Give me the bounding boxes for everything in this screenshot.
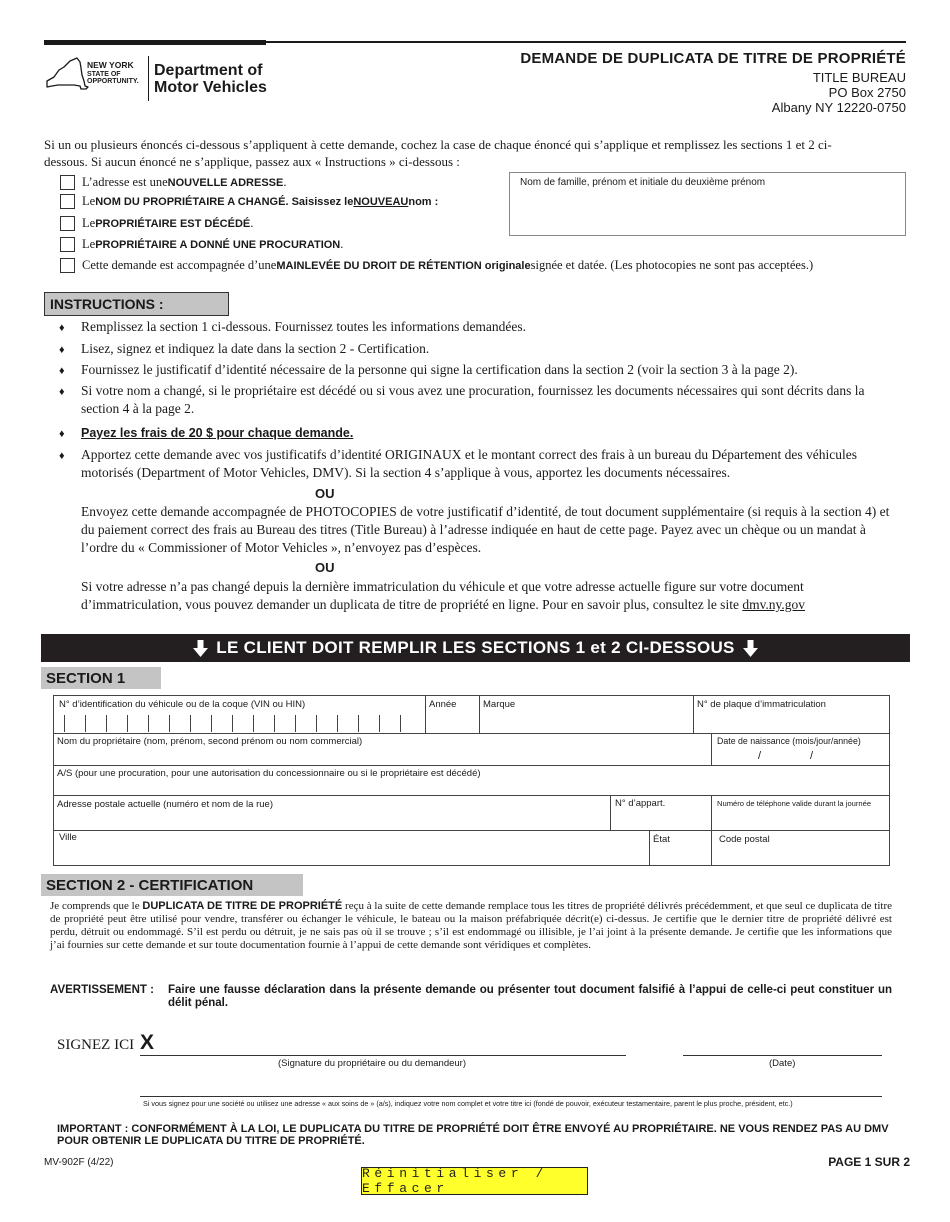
logo-state-line-3: OPPORTUNITY. bbox=[87, 78, 139, 85]
date-input[interactable] bbox=[683, 1055, 882, 1056]
logo-divider bbox=[148, 56, 149, 101]
signature-caption: (Signature du propriétaire ou du demandeur) bbox=[278, 1058, 467, 1069]
vin-char-divider bbox=[316, 715, 317, 732]
checkbox-label-bold: PROPRIÉTAIRE A DONNÉ UNE PROCURATION bbox=[95, 238, 341, 251]
checkbox-label-bold: MAINLEVÉE DU DROIT DE RÉTENTION originale bbox=[276, 259, 531, 272]
or-label: OU bbox=[315, 560, 335, 575]
cert-pre: Je comprends que le bbox=[50, 900, 143, 912]
vin-char-divider bbox=[232, 715, 233, 732]
plate-number-label: N° de plaque d’immatriculation bbox=[697, 699, 826, 710]
online-option-text: Si votre adresse n’a pas changé depuis la dernière immatriculation du véhicule et que votre adresse actuelle figure sur votre document d’immatriculation, vous pouvez demander un duplicata de titre de propriété en ligne. Pour en savoir plus, consultez le site bbox=[81, 579, 804, 612]
vin-char-divider bbox=[274, 715, 275, 732]
checkbox-label-pre: L’adresse est une bbox=[82, 175, 168, 189]
zip-code-label: Code postal bbox=[719, 834, 770, 845]
instruction-item: Remplissez la section 1 ci-dessous. Fournissez toutes les informations demandées. bbox=[81, 319, 527, 334]
checkbox-label-pre: Le bbox=[82, 216, 96, 230]
vin-char-divider bbox=[169, 715, 170, 732]
date-slash: / bbox=[810, 750, 814, 762]
vin-label: N° d’identification du véhicule ou de la coque (VIN ou HIN) bbox=[59, 699, 306, 710]
agent-title-input[interactable] bbox=[140, 1096, 882, 1097]
checkbox-label-underline: NOUVEAU bbox=[353, 195, 409, 208]
vin-char-divider bbox=[337, 715, 338, 732]
checkbox-label-bold: NOUVELLE ADRESSE bbox=[167, 176, 284, 189]
year-label: Année bbox=[429, 699, 457, 710]
phone-label: Numéro de téléphone valide durant la journée bbox=[717, 799, 872, 808]
reset-clear-button[interactable]: Réinitialiser / Effacer bbox=[361, 1167, 588, 1195]
vin-char-divider bbox=[379, 715, 380, 732]
checkbox-name-changed[interactable] bbox=[60, 194, 75, 209]
vin-char-divider bbox=[64, 715, 65, 732]
date-slash: / bbox=[758, 750, 762, 762]
vin-char-divider bbox=[211, 715, 212, 732]
bullet-icon: ♦ bbox=[59, 386, 65, 398]
checkbox-owner-deceased-row bbox=[60, 215, 253, 232]
agency-name-line-2: Motor Vehicles bbox=[154, 79, 267, 96]
bullet-icon: ♦ bbox=[59, 365, 65, 377]
checkbox-label-post: nom : bbox=[408, 195, 439, 208]
section-2-heading: SECTION 2 - CERTIFICATION bbox=[41, 874, 303, 896]
fee-instruction: Payez les frais de 20 $ pour chaque demande. bbox=[81, 426, 354, 440]
page-number: PAGE 1 SUR 2 bbox=[828, 1155, 910, 1169]
logo-state-line-1: NEW YORK bbox=[87, 60, 134, 70]
vin-char-divider bbox=[85, 715, 86, 732]
top-rule-accent bbox=[44, 40, 266, 45]
banner-text: LE CLIENT DOIT REMPLIR LES SECTIONS 1 et 2 CI-DESSOUS bbox=[216, 638, 735, 657]
vin-char-divider bbox=[106, 715, 107, 732]
instructions-heading: INSTRUCTIONS : bbox=[44, 292, 229, 316]
vin-char-divider bbox=[148, 715, 149, 732]
agency-name-line-1: Department of bbox=[154, 62, 263, 79]
checkbox-name-changed-row bbox=[60, 193, 438, 210]
city-field[interactable] bbox=[53, 830, 650, 866]
form-title: DEMANDE DE DUPLICATA DE TITRE DE PROPRIÉTÉ bbox=[520, 50, 906, 67]
state-label: État bbox=[653, 834, 670, 845]
cert-bold: DUPLICATA DE TITRE DE PROPRIÉTÉ bbox=[142, 900, 343, 912]
mailing-address-line-3: Albany NY 12220-0750 bbox=[771, 100, 906, 115]
important-notice: IMPORTANT : CONFORMÉMENT À LA LOI, LE DUPLICATA DU TITRE DE PROPRIÉTÉ DOIT ÊTRE ENVOYÉ AU PROPRIÉTAIRE. NE VOUS RENDEZ PAS AU DMV POUR OBTENIR LE DUPLICATA DU TITRE DE PROPRIÉTÉ. bbox=[57, 1123, 889, 1147]
checkbox-power-of-attorney[interactable] bbox=[60, 237, 75, 252]
intro-text: Si un ou plusieurs énoncés ci-dessous s’appliquent à cette demande, cochez la case de chaque énoncé qui s’applique et remplissez les sections 1 et 2 ci-dessous. Si aucun énoncé ne s’applique, passez aux « Instructions » ci-dessous : bbox=[44, 137, 832, 169]
checkbox-lien-release-row bbox=[60, 257, 813, 274]
checkbox-label-mid: . Saisissez le bbox=[285, 195, 354, 208]
bullet-icon: ♦ bbox=[59, 428, 65, 440]
checkbox-label-post: . bbox=[340, 237, 344, 251]
vin-char-divider bbox=[190, 715, 191, 732]
section-1-heading: SECTION 1 bbox=[41, 667, 161, 689]
care-of-label: A/S (pour une procuration, pour une autorisation du concessionnaire ou si le propriétaire est décédé) bbox=[57, 768, 481, 779]
checkbox-new-address-row bbox=[60, 174, 286, 191]
instruction-item: Si votre nom a changé, si le propriétaire est décédé ou si vous avez une procuration, fournissez les documents nécessaires qui sont décrits dans la section 4 à la page 2. bbox=[81, 383, 865, 416]
signature-input[interactable] bbox=[140, 1055, 626, 1056]
instruction-item: Apportez cette demande avec vos justificatifs d’identité ORIGINAUX et le montant correct des frais à un bureau du Département des véhicules motorisés (Department of Motor Vehicles, DMV). Si la section 4 s’applique à vous, apportez les documents nécessaires. bbox=[81, 447, 857, 480]
vin-char-divider bbox=[127, 715, 128, 732]
form-number: MV-902F (4/22) bbox=[44, 1157, 114, 1168]
arrow-down-icon bbox=[193, 640, 208, 657]
instruction-item: Lisez, signez et indiquez la date dans la section 2 - Certification. bbox=[81, 341, 430, 356]
warning-label: AVERTISSEMENT : bbox=[50, 984, 154, 996]
or-label: OU bbox=[315, 486, 335, 501]
date-of-birth-label: Date de naissance (mois/jour/année) bbox=[717, 736, 861, 746]
ny-state-logo bbox=[44, 55, 89, 93]
ny-state-map-icon bbox=[44, 55, 89, 93]
checkbox-label-post: . bbox=[250, 216, 254, 230]
apartment-label: N° d’appart. bbox=[615, 798, 666, 809]
street-address-label: Adresse postale actuelle (numéro et nom de la rue) bbox=[57, 799, 273, 810]
new-name-label: Nom de famille, prénom et initiale du deuxième prénom bbox=[520, 177, 766, 188]
online-option bbox=[81, 578, 901, 614]
vin-char-divider bbox=[400, 715, 401, 732]
checkbox-new-address[interactable] bbox=[60, 175, 75, 190]
bullet-icon: ♦ bbox=[59, 344, 65, 356]
arrow-down-icon bbox=[743, 640, 758, 657]
checkbox-lien-release[interactable] bbox=[60, 258, 75, 273]
instruction-item: Fournissez le justificatif d’identité nécessaire de la personne qui signe la certification dans la section 2 (voir la section 3 à la page 2). bbox=[81, 362, 798, 377]
warning-text: Faire une fausse déclaration dans la présente demande ou présenter tout document falsifié à l’appui de celle-ci peut constituer un délit pénal. bbox=[168, 984, 892, 1009]
mailing-address-line-1: TITLE BUREAU bbox=[812, 70, 906, 85]
checkbox-label-post: signée et datée. (Les photocopies ne sont pas acceptées.) bbox=[530, 258, 814, 272]
vin-char-divider bbox=[358, 715, 359, 732]
date-caption: (Date) bbox=[769, 1058, 796, 1069]
sign-here-label: SIGNEZ ICI bbox=[57, 1037, 135, 1053]
checkbox-label-post: . bbox=[283, 175, 287, 189]
make-label: Marque bbox=[483, 699, 516, 710]
cert-post: reçu à la suite de cette demande remplace tous les titres de propriété délivrés précédemment, et que seul ce duplicata de titre de propriété peut être utilisé pour vendre, transférer ou échanger le véhicule, le bateau ou la maison préfabriquée décrit(e) ci-dessus. Je certifie que le dernier titre de propriété délivré est perdu, détruit ou endommagé. S’il est perdu ou détruit, je ne sais pas où il se trouve ; s’il est endommagé ou illisible, je l’ai joint à la présente demande. Je certifie que les informations que j’ai fournies sur cette demande et sur toute documentation fournie à l’appui de cette demande sont véridiques et complètes. bbox=[50, 900, 893, 951]
agent-title-note: Si vous signez pour une société ou utilisez une adresse « aux soins de » (a/s), indiquez votre nom complet et votre titre ici (fondé de pouvoir, exécuteur testamentaire, parent le plus proche, président, etc.) bbox=[143, 1099, 793, 1108]
sign-x-mark: X bbox=[140, 1031, 155, 1054]
section-1-form bbox=[53, 695, 890, 866]
city-label: Ville bbox=[59, 832, 77, 843]
client-must-complete-banner bbox=[41, 634, 910, 662]
vin-char-divider bbox=[253, 715, 254, 732]
checkbox-label-bold: NOM DU PROPRIÉTAIRE A CHANGÉ bbox=[95, 195, 286, 208]
bullet-icon: ♦ bbox=[59, 322, 65, 334]
certification-text bbox=[50, 900, 892, 952]
checkbox-owner-deceased[interactable] bbox=[60, 216, 75, 231]
dmv-website-link[interactable]: dmv.ny.gov bbox=[742, 597, 806, 612]
checkbox-label-bold: PROPRIÉTAIRE EST DÉCÉDÉ bbox=[95, 217, 251, 230]
mailing-address-line-2: PO Box 2750 bbox=[828, 85, 906, 100]
checkbox-label-pre: Cette demande est accompagnée d’une bbox=[82, 258, 277, 272]
bullet-icon: ♦ bbox=[59, 450, 65, 462]
vin-char-divider bbox=[295, 715, 296, 732]
owner-name-label: Nom du propriétaire (nom, prénom, second prénom ou nom commercial) bbox=[57, 736, 363, 747]
checkbox-label-pre: Le bbox=[82, 194, 96, 208]
checkbox-power-of-attorney-row bbox=[60, 236, 343, 253]
mail-option-text: Envoyez cette demande accompagnée de PHOTOCOPIES de votre justificatif d’identité, de tout document supplémentaire (si requis à la section 4) et du paiement correct des frais au Bureau des titres (Title Bureau) à l’adresse indiquée en haut de cette page. Payez avec un chèque ou un mandat à l’ordre du « Commissioner of Motor Vehicles », n’envoyez pas d’espèces. bbox=[81, 504, 890, 555]
checkbox-label-pre: Le bbox=[82, 237, 96, 251]
logo-state-line-2: STATE OF bbox=[87, 71, 121, 78]
